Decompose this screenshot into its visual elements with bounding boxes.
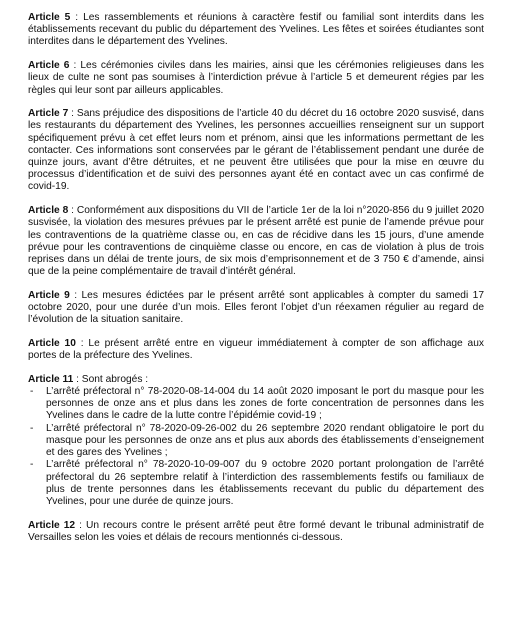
article-text: : Les mesures édictées par le présent arrêté sont applicables à compter du samedi 17 octobre 2020, pour une durée d’un mois. Elles feront l’objet d’un réexamen régulier au regard de l’évolution de la situation sanitaire. <box>28 289 485 326</box>
article-10 <box>28 338 484 362</box>
article-heading: Article 8 <box>28 205 69 217</box>
article-heading: Article 5 <box>28 12 71 23</box>
dash-bullet: - <box>30 422 34 434</box>
article-6 <box>28 60 484 97</box>
article-heading: Article 6 <box>28 60 70 72</box>
article-text: : Le présent arrêté entre en vigueur immédiatement à compter de son affichage aux portes de la préfecture des Yvelines. <box>28 337 484 362</box>
article-heading: Article 10 <box>28 337 76 349</box>
article-text: : Conformément aux dispositions du VII de l’article 1er de la loi n°2020-856 du 9 juillet 2020 susvisée, la violation des mesures prévues par le présent arrêté est punie de l’amende prévue pour les contraventions de la quatrième classe ou, en cas de récidive dans les 15 jours, d’une amende prévue pour les contraventions de cinquième classe ou encore, en cas de violation à plus de trois reprises dans un délai de trente jours, de six mois d’emprisonnement et de 3 750 € d’amende, ainsi que de la peine complémentaire de travail d’intérêt général. <box>28 205 485 278</box>
article-heading: Article 9 <box>28 289 70 301</box>
abrogated-list <box>28 386 484 508</box>
article-heading: Article 12 <box>28 519 76 531</box>
list-item <box>28 386 484 423</box>
article-5 <box>28 12 484 49</box>
list-item-text: L’arrêté préfectoral n° 78-2020-10-09-007 du 9 octobre 2020 portant prolongation de l’arrêté préfectoral du 26 septembre relatif à l’interdiction des rassemblements festifs ou familiaux de plus de trente personnes dans les établissements recevant du public du département des Yvelines, pour une durée de quinze jours. <box>46 459 484 507</box>
article-text: : Un recours contre le présent arrêté peut être formé devant le tribunal administratif de Versailles selon les voies et délais de recours mentionnés ci-dessous. <box>28 519 485 543</box>
list-item <box>28 459 484 508</box>
article-heading: Article 11 <box>28 373 74 385</box>
article-8 <box>28 205 484 278</box>
article-9 <box>28 290 484 327</box>
article-12 <box>28 520 484 544</box>
article-text: : Sans préjudice des dispositions de l’article 40 du décret du 16 octobre 2020 susvisé, dans les restaurants du département des Yvelines, les personnes accueillies renseignent sur un support spécifiquement prévu à cet effet leurs nom et prénom, ainsi que les informations permettant de les contacter. Ces informations sont conservées par le gérant de l’établissement pendant une durée de quinze jours, avant d’être détruites, et ne peuvent être utilisées que pour la mise en œuvre du processus d’identification et de suivi des personnes ayant été en contact avec un cas confirmé de covid-19. <box>28 108 485 193</box>
article-11 <box>28 374 484 508</box>
list-item-text: L’arrêté préfectoral n° 78-2020-08-14-004 du 14 août 2020 imposant le port du masque pour les personnes de onze ans et plus dans les zones de forte concentration de personnes dans les Yvelines dans le cadre de la lutte contre l’épidémie covid-19 ; <box>46 386 484 422</box>
article-11-intro <box>28 374 484 386</box>
article-heading: Article 7 <box>28 108 69 120</box>
article-text: : Sont abrogés : <box>73 373 149 385</box>
dash-bullet: - <box>30 459 34 471</box>
dash-bullet: - <box>30 386 34 398</box>
article-7 <box>28 108 484 193</box>
article-text: : Les cérémonies civiles dans les mairies, ainsi que les cérémonies religieuses dans les lieux de culte ne sont pas soumises à l’interdiction prévue à l’article 5 et demeurent régies par les règles qui leur sont par ailleurs applicables. <box>28 60 485 96</box>
list-item-text: L’arrêté préfectoral n° 78-2020-09-26-002 du 26 septembre 2020 rendant obligatoire le port du masque pour les personnes de onze ans et plus aux abords des établissements d’enseignement et des gares des Yvelines ; <box>46 422 484 459</box>
list-item <box>28 423 484 460</box>
article-text: : Les rassemblements et réunions à caractère festif ou familial sont interdits dans les établissements recevant du public du département des Yvelines. Les fêtes et soirées étudiantes sont interdites dans le département des Yvelines. <box>28 12 484 48</box>
